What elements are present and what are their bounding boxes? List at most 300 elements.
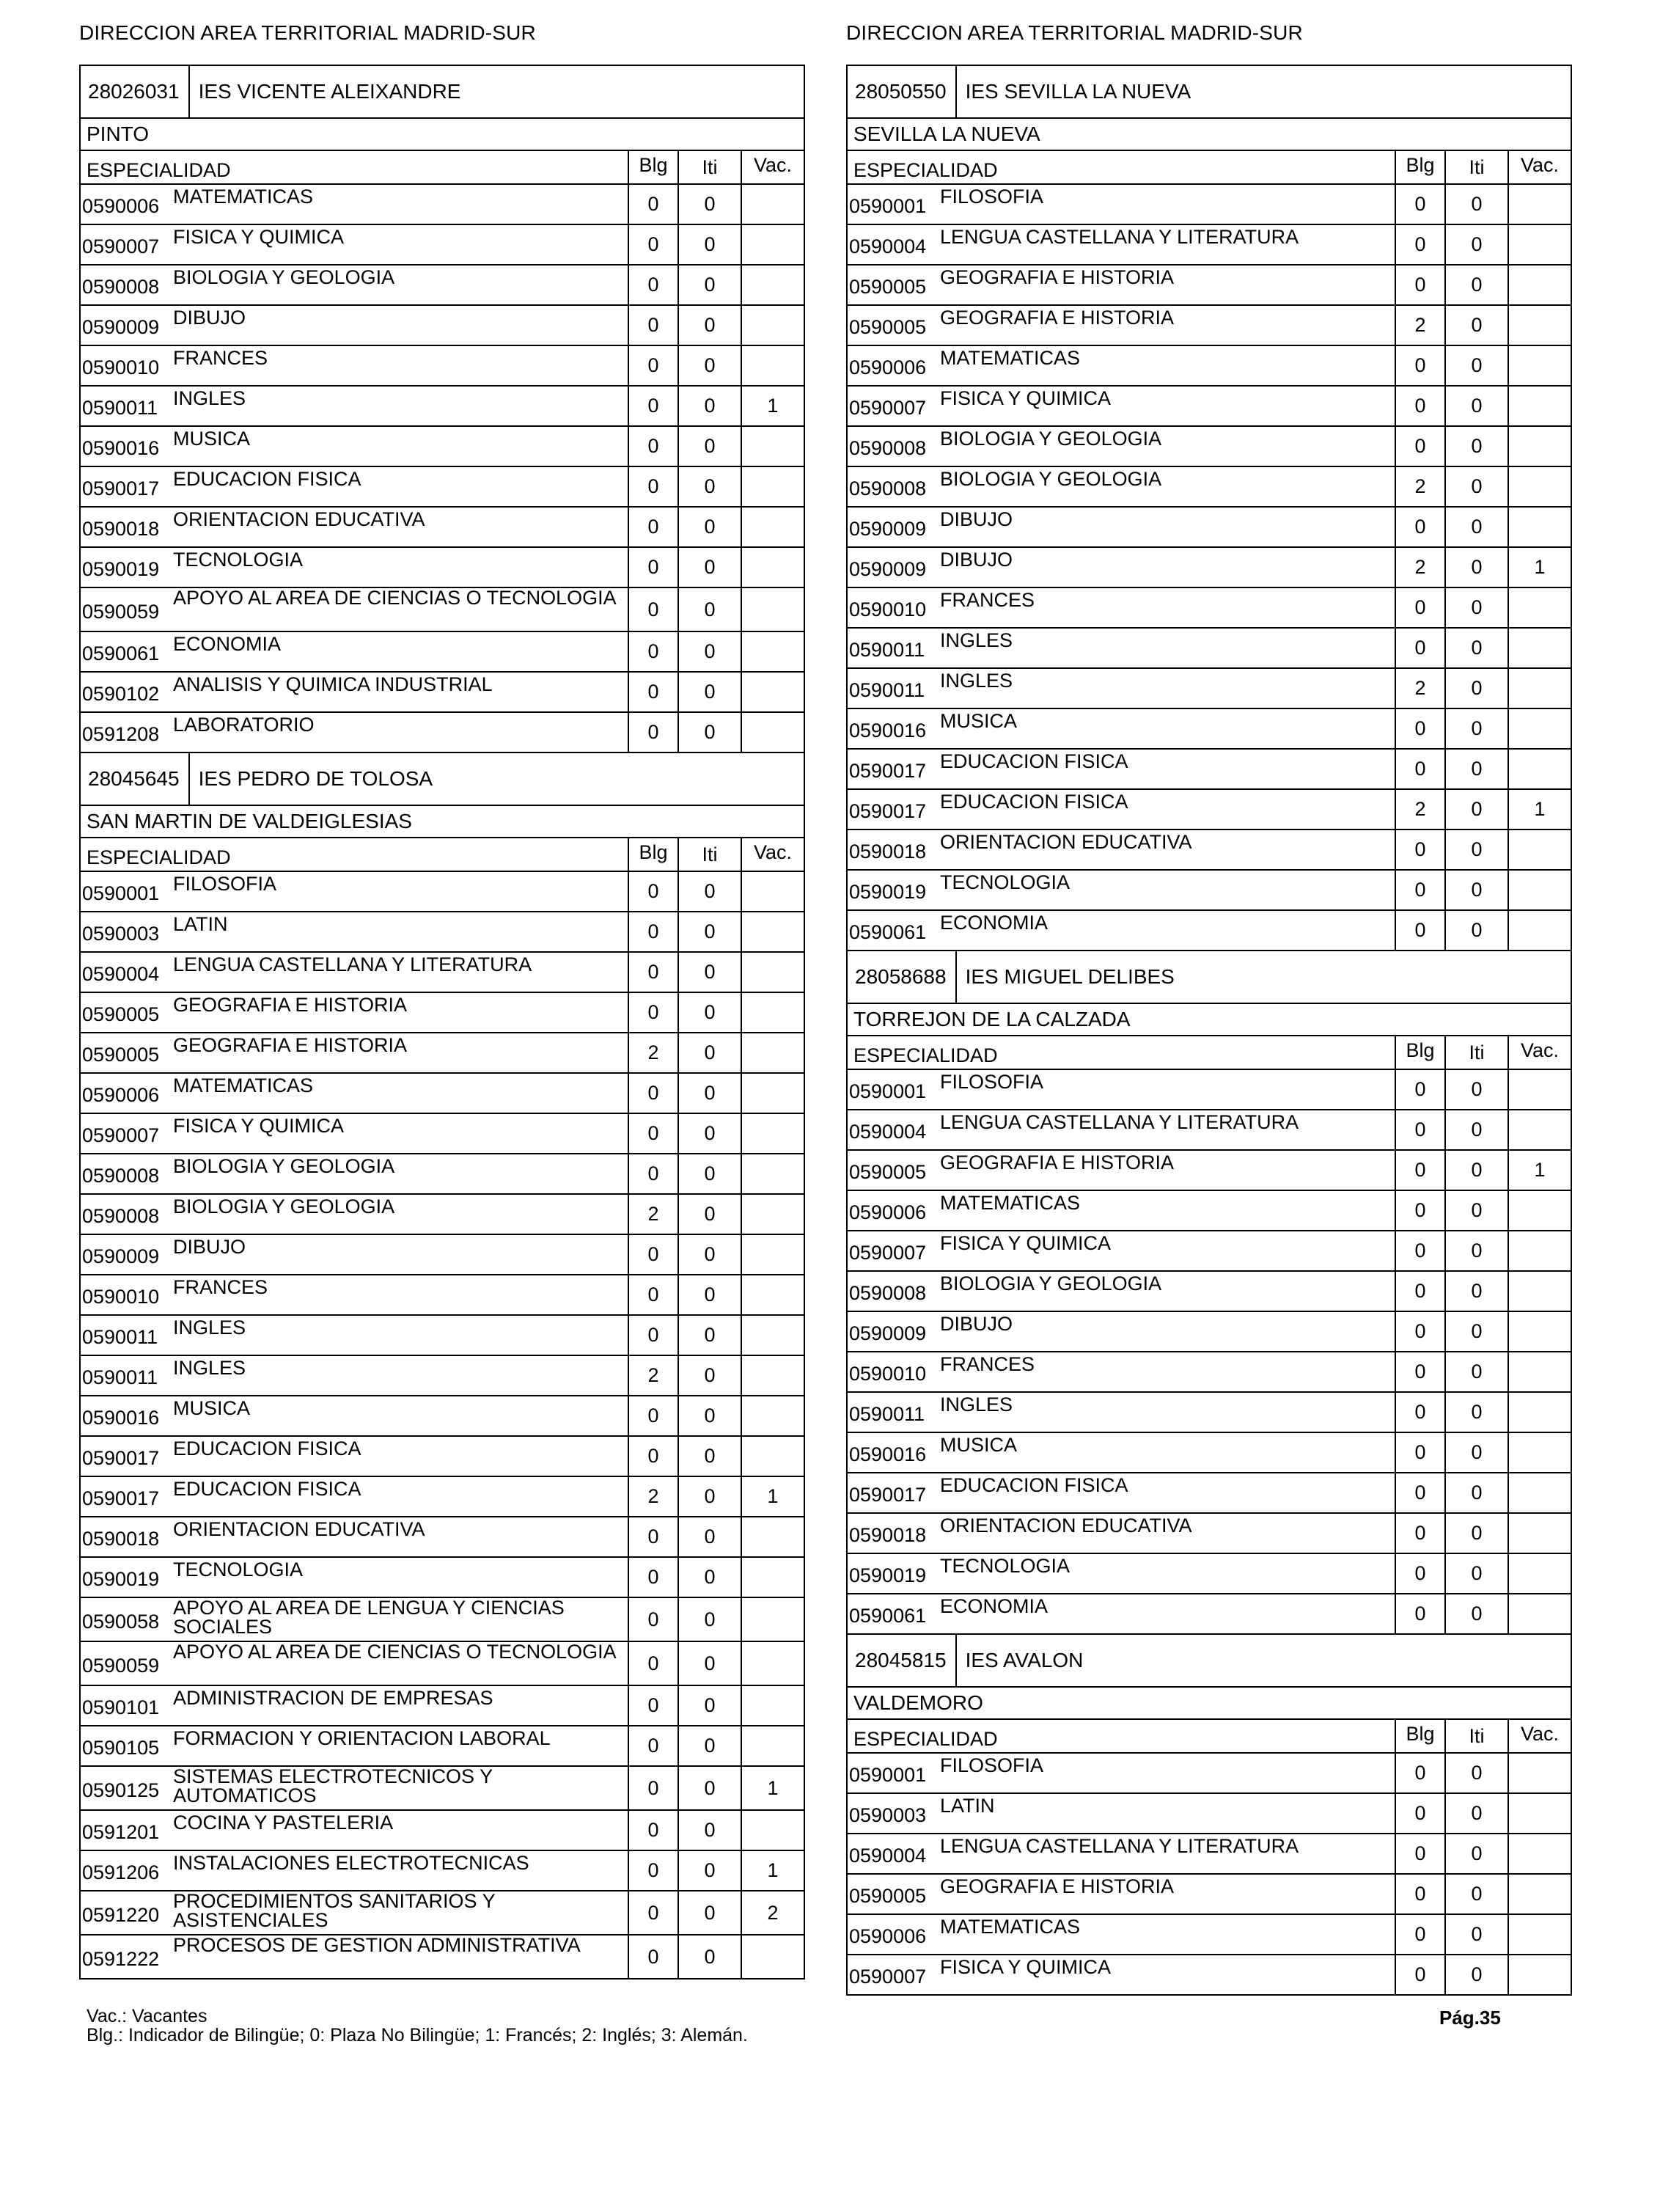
row-iti: 0	[1444, 1231, 1507, 1270]
table-row	[848, 185, 1571, 225]
row-code: 0590017	[849, 1484, 927, 1506]
footer-bilingue: Blg.: Indicador de Bilingüe; 0: Plaza No Bilingüe; 1: Francés; 2: Inglés; 3: Alemán.	[87, 2025, 748, 2046]
row-code: 0590125	[82, 1779, 160, 1801]
row-vac	[1507, 1352, 1571, 1391]
row-blg: 2	[1395, 467, 1444, 506]
row-vac: 1	[1507, 790, 1571, 829]
row-iti: 0	[1444, 1554, 1507, 1593]
row-code: 0590061	[849, 1605, 927, 1627]
row-iti: 0	[1444, 830, 1507, 869]
row-vac	[741, 306, 804, 345]
table-row	[848, 265, 1571, 306]
row-code: 0590006	[849, 356, 927, 378]
row-code: 0590004	[849, 1845, 927, 1867]
row-code: 0590011	[849, 639, 925, 661]
row-code: 0590019	[849, 1564, 927, 1586]
table-row	[848, 669, 1571, 709]
row-vac	[741, 1235, 804, 1274]
row-code: 0590001	[849, 1764, 927, 1786]
table-row	[848, 911, 1571, 950]
row-especialidad: BIOLOGIA Y GEOLOGIA	[173, 266, 395, 288]
table-row	[81, 1195, 804, 1235]
row-especialidad: MUSICA	[940, 1434, 1018, 1456]
school-code: 28026031	[81, 66, 190, 117]
row-vac	[1507, 871, 1571, 909]
row-vac	[741, 548, 804, 587]
row-iti: 0	[677, 1558, 741, 1597]
row-blg: 0	[1395, 588, 1444, 627]
row-iti: 0	[677, 508, 741, 546]
table-row	[848, 1955, 1571, 1994]
table-row	[848, 1915, 1571, 1955]
row-especialidad: INGLES	[940, 629, 1013, 651]
row-especialidad: INGLES	[940, 670, 1013, 692]
row-especialidad: INGLES	[173, 387, 246, 409]
header-vac: Vac.	[1507, 151, 1571, 183]
row-especialidad: GEOGRAFIA E HISTORIA	[940, 1151, 1175, 1173]
table-row	[81, 1891, 804, 1936]
row-iti: 0	[677, 467, 741, 506]
row-especialidad: COCINA Y PASTELERIA	[173, 1812, 394, 1834]
schools-list	[846, 65, 1572, 1996]
row-especialidad: MUSICA	[173, 1397, 251, 1419]
school-town: SAN MARTIN DE VALDEIGLESIAS	[81, 806, 804, 838]
school-table	[846, 1633, 1572, 1996]
row-vac	[1507, 185, 1571, 224]
row-vac	[1507, 1955, 1571, 1994]
row-vac	[1507, 265, 1571, 304]
school-header	[81, 753, 804, 806]
table-row	[81, 1033, 804, 1074]
row-especialidad: MATEMATICAS	[940, 1916, 1081, 1938]
row-code: 0590009	[82, 316, 160, 338]
row-blg: 0	[1395, 1312, 1444, 1351]
row-code: 0590019	[82, 1568, 160, 1590]
row-blg: 0	[1395, 1393, 1444, 1432]
header-iti: Iti	[1444, 151, 1507, 183]
row-vac: 1	[1507, 1151, 1571, 1190]
row-blg: 0	[628, 1851, 677, 1890]
header-vac: Vac.	[1507, 1720, 1571, 1752]
row-blg: 0	[1395, 1794, 1444, 1833]
row-blg: 0	[628, 1642, 677, 1685]
row-especialidad: BIOLOGIA Y GEOLOGIA	[173, 1195, 395, 1217]
table-row	[81, 1726, 804, 1767]
header-vac: Vac.	[741, 838, 804, 871]
row-code: 0590008	[82, 1205, 160, 1227]
table-row	[848, 588, 1571, 629]
row-code: 0590001	[82, 882, 160, 904]
row-vac	[741, 1195, 804, 1234]
row-vac	[1507, 629, 1571, 667]
row-iti: 0	[677, 346, 741, 385]
row-especialidad: GEOGRAFIA E HISTORIA	[173, 1034, 408, 1056]
row-code: 0590005	[849, 1885, 927, 1907]
row-vac	[741, 225, 804, 264]
row-blg: 0	[628, 1767, 677, 1809]
table-row	[81, 427, 804, 467]
row-vac: 1	[741, 387, 804, 425]
row-especialidad: SISTEMAS ELECTROTECNICOS Y AUTOMATICOS	[173, 1765, 493, 1806]
row-iti: 0	[677, 1316, 741, 1355]
row-code: 0590017	[82, 1487, 160, 1509]
row-especialidad: FISICA Y QUIMICA	[173, 1115, 345, 1137]
table-row	[848, 225, 1571, 265]
school-header	[81, 66, 804, 119]
school-header	[848, 951, 1571, 1004]
row-iti: 0	[1444, 548, 1507, 587]
school-code: 28045645	[81, 753, 190, 805]
row-code: 0590059	[82, 1654, 160, 1677]
row-vac	[1507, 1473, 1571, 1512]
table-row	[848, 427, 1571, 467]
row-especialidad: MUSICA	[940, 710, 1018, 732]
row-especialidad: FILOSOFIA	[940, 186, 1044, 208]
header-blg: Blg	[1395, 1720, 1444, 1752]
right-column	[846, 21, 1572, 1996]
row-blg: 0	[1395, 1875, 1444, 1913]
row-especialidad: ORIENTACION EDUCATIVA	[940, 831, 1192, 853]
row-code: 0590005	[849, 1161, 927, 1183]
row-especialidad: FRANCES	[173, 347, 268, 369]
row-vac	[741, 1356, 804, 1395]
row-vac	[741, 993, 804, 1032]
row-code: 0590005	[82, 1003, 160, 1025]
row-blg: 0	[1395, 265, 1444, 304]
row-vac	[1507, 467, 1571, 506]
row-iti: 0	[1444, 709, 1507, 748]
row-code: 0591208	[82, 723, 160, 745]
row-vac	[741, 1316, 804, 1355]
header-iti: Iti	[1444, 1036, 1507, 1069]
row-blg: 2	[628, 1356, 677, 1395]
row-blg: 0	[1395, 1955, 1444, 1994]
row-iti: 0	[1444, 588, 1507, 627]
schools-list	[79, 65, 805, 1980]
row-code: 0590007	[82, 235, 160, 257]
row-iti: 0	[1444, 1473, 1507, 1512]
row-iti: 0	[677, 185, 741, 224]
row-blg: 0	[1395, 508, 1444, 546]
row-iti: 0	[1444, 1915, 1507, 1954]
row-code: 0590016	[849, 1443, 927, 1465]
row-vac	[1507, 1915, 1571, 1954]
table-row	[81, 1114, 804, 1154]
table-row	[81, 306, 804, 346]
row-especialidad: DIBUJO	[940, 1313, 1013, 1335]
footer-legend	[87, 2007, 748, 2045]
row-code: 0591201	[82, 1821, 160, 1843]
row-blg: 0	[628, 1074, 677, 1113]
table-header	[848, 1720, 1571, 1754]
table-row	[81, 387, 804, 427]
row-blg: 0	[1395, 1514, 1444, 1553]
row-especialidad: FISICA Y QUIMICA	[173, 226, 345, 248]
row-blg: 0	[628, 467, 677, 506]
row-especialidad: MATEMATICAS	[940, 347, 1081, 369]
row-blg: 0	[628, 427, 677, 466]
row-iti: 0	[677, 265, 741, 304]
row-code: 0590001	[849, 1080, 927, 1102]
row-iti: 0	[677, 1851, 741, 1890]
row-vac	[741, 467, 804, 506]
row-code: 0590017	[82, 477, 160, 499]
row-blg: 0	[628, 1114, 677, 1153]
table-row	[81, 1437, 804, 1477]
row-vac	[1507, 830, 1571, 869]
row-iti: 0	[677, 1686, 741, 1725]
row-code: 0590018	[82, 518, 160, 540]
row-code: 0590007	[849, 1242, 927, 1264]
row-code: 0590007	[849, 1966, 927, 1988]
row-vac	[1507, 1272, 1571, 1311]
row-especialidad: TECNOLOGIA	[173, 549, 304, 571]
row-iti: 0	[1444, 1433, 1507, 1472]
row-iti: 0	[677, 1642, 741, 1685]
row-vac	[1507, 1875, 1571, 1913]
row-vac	[741, 1074, 804, 1113]
row-iti: 0	[677, 1598, 741, 1641]
row-code: 0590017	[82, 1447, 160, 1469]
table-row	[81, 588, 804, 632]
row-iti: 0	[677, 993, 741, 1032]
row-especialidad: EDUCACION FISICA	[940, 1474, 1128, 1496]
header-especialidad: ESPECIALIDAD	[87, 846, 231, 868]
row-vac	[741, 346, 804, 385]
table-row	[81, 993, 804, 1033]
row-iti: 0	[1444, 871, 1507, 909]
row-vac	[1507, 306, 1571, 345]
header-blg: Blg	[628, 838, 677, 871]
header-vac: Vac.	[1507, 1036, 1571, 1069]
row-code: 0590005	[849, 316, 927, 338]
row-especialidad: PROCESOS DE GESTION ADMINISTRATIVA	[173, 1934, 581, 1956]
row-blg: 0	[628, 1235, 677, 1274]
row-code: 0590008	[849, 477, 927, 499]
row-iti: 0	[677, 1891, 741, 1934]
row-especialidad: DIBUJO	[173, 1236, 246, 1258]
row-especialidad: GEOGRAFIA E HISTORIA	[940, 266, 1175, 288]
row-vac	[741, 912, 804, 951]
row-iti: 0	[1444, 1191, 1507, 1230]
row-vac	[1507, 1070, 1571, 1109]
school-name: IES AVALON	[965, 1649, 1084, 1671]
row-code: 0590018	[82, 1528, 160, 1550]
header-vac: Vac.	[741, 151, 804, 183]
table-row	[848, 1594, 1571, 1633]
row-especialidad: DIBUJO	[173, 307, 246, 329]
row-especialidad: FRANCES	[173, 1276, 268, 1298]
row-especialidad: LENGUA CASTELLANA Y LITERATURA	[940, 226, 1299, 248]
row-code: 0590006	[849, 1925, 927, 1947]
row-especialidad: ORIENTACION EDUCATIVA	[173, 508, 425, 530]
row-blg: 0	[1395, 1191, 1444, 1230]
header-especialidad: ESPECIALIDAD	[853, 1044, 998, 1066]
row-iti: 0	[677, 387, 741, 425]
table-row	[848, 1191, 1571, 1231]
school-code: 28058688	[848, 951, 957, 1003]
row-blg: 0	[628, 1598, 677, 1641]
row-code: 0590016	[849, 719, 927, 741]
row-iti: 0	[677, 713, 741, 752]
table-row	[848, 306, 1571, 346]
row-blg: 0	[1395, 709, 1444, 748]
row-iti: 0	[677, 673, 741, 711]
school-table	[846, 65, 1572, 950]
table-row	[848, 1151, 1571, 1191]
row-iti: 0	[1444, 1393, 1507, 1432]
row-especialidad: GEOGRAFIA E HISTORIA	[173, 994, 408, 1016]
table-row	[81, 1598, 804, 1642]
row-iti: 0	[677, 1477, 741, 1516]
row-code: 0590009	[849, 1322, 927, 1344]
row-code: 0590009	[849, 558, 927, 580]
row-code: 0590003	[82, 923, 160, 945]
row-vac	[741, 1642, 804, 1685]
row-blg: 0	[628, 1517, 677, 1556]
row-vac	[1507, 1594, 1571, 1633]
row-code: 0590018	[849, 841, 927, 863]
row-blg: 2	[628, 1033, 677, 1072]
row-code: 0590001	[849, 195, 927, 217]
direction-title: DIRECCION AREA TERRITORIAL MADRID-SUR	[79, 21, 536, 44]
row-iti: 0	[677, 548, 741, 587]
table-row	[81, 1235, 804, 1275]
row-iti: 0	[1444, 185, 1507, 224]
direction-title: DIRECCION AREA TERRITORIAL MADRID-SUR	[846, 21, 1303, 44]
table-row	[848, 709, 1571, 750]
header-iti: Iti	[677, 838, 741, 871]
row-iti: 0	[1444, 1875, 1507, 1913]
row-code: 0590009	[82, 1245, 160, 1267]
row-especialidad: FISICA Y QUIMICA	[940, 387, 1112, 409]
table-row	[848, 1514, 1571, 1554]
row-code: 0590003	[849, 1804, 927, 1826]
row-especialidad: FISICA Y QUIMICA	[940, 1232, 1112, 1254]
row-vac	[1507, 387, 1571, 425]
row-code: 0590010	[849, 598, 927, 620]
row-blg: 0	[628, 1154, 677, 1193]
row-blg: 0	[628, 1811, 677, 1850]
row-blg: 0	[628, 387, 677, 425]
row-vac	[741, 1558, 804, 1597]
row-code: 0590059	[82, 600, 160, 623]
row-especialidad: ORIENTACION EDUCATIVA	[173, 1518, 425, 1540]
table-row	[81, 1851, 804, 1891]
row-vac	[1507, 1834, 1571, 1873]
row-vac	[1507, 750, 1571, 788]
row-vac	[1507, 1191, 1571, 1230]
table-row	[81, 872, 804, 912]
row-especialidad: GEOGRAFIA E HISTORIA	[940, 307, 1175, 329]
row-especialidad: FRANCES	[940, 589, 1035, 611]
row-vac	[741, 713, 804, 752]
row-vac	[741, 1726, 804, 1765]
row-especialidad: EDUCACION FISICA	[940, 791, 1128, 813]
row-especialidad: ECONOMIA	[940, 1595, 1048, 1617]
row-vac	[741, 872, 804, 911]
school-town: TORREJON DE LA CALZADA	[848, 1004, 1571, 1036]
row-blg: 2	[628, 1195, 677, 1234]
row-especialidad: MATEMATICAS	[940, 1192, 1081, 1214]
row-iti: 0	[677, 1437, 741, 1476]
row-blg: 0	[628, 953, 677, 992]
row-iti: 0	[1444, 1794, 1507, 1833]
table-row	[81, 185, 804, 225]
school-table	[846, 950, 1572, 1633]
row-blg: 0	[1395, 871, 1444, 909]
row-code: 0590005	[849, 276, 927, 298]
school-name: IES VICENTE ALEIXANDRE	[198, 80, 461, 103]
row-vac: 2	[741, 1891, 804, 1934]
table-row	[848, 830, 1571, 871]
row-especialidad: EDUCACION FISICA	[173, 1438, 361, 1460]
row-blg: 2	[1395, 306, 1444, 345]
row-blg: 0	[1395, 1272, 1444, 1311]
row-vac	[741, 588, 804, 631]
header-blg: Blg	[628, 151, 677, 183]
row-vac	[1507, 709, 1571, 748]
row-blg: 0	[628, 713, 677, 752]
row-iti: 0	[677, 427, 741, 466]
row-iti: 0	[677, 872, 741, 911]
table-row	[848, 1433, 1571, 1473]
row-vac	[1507, 1393, 1571, 1432]
row-code: 0590019	[82, 558, 160, 580]
row-code: 0590011	[82, 397, 158, 419]
row-code: 0590016	[82, 1407, 160, 1429]
row-code: 0590061	[82, 642, 160, 664]
row-especialidad: GEOGRAFIA E HISTORIA	[940, 1875, 1175, 1897]
row-iti: 0	[1444, 1594, 1507, 1633]
row-blg: 0	[628, 872, 677, 911]
table-row	[81, 1154, 804, 1195]
row-code: 0590006	[82, 1084, 160, 1106]
row-vac	[741, 1811, 804, 1850]
table-header	[81, 151, 804, 185]
table-row	[848, 1834, 1571, 1875]
row-blg: 0	[1395, 1834, 1444, 1873]
row-especialidad: PROCEDIMIENTOS SANITARIOS Y ASISTENCIALES	[173, 1890, 496, 1931]
row-especialidad: MATEMATICAS	[173, 186, 314, 208]
row-especialidad: ORIENTACION EDUCATIVA	[940, 1515, 1192, 1537]
table-row	[81, 265, 804, 306]
row-blg: 0	[1395, 1110, 1444, 1149]
row-especialidad: TECNOLOGIA	[940, 871, 1070, 893]
row-vac	[741, 632, 804, 671]
row-vac: 1	[741, 1851, 804, 1890]
row-iti: 0	[677, 1767, 741, 1809]
header-especialidad: ESPECIALIDAD	[853, 159, 998, 181]
row-code: 0590018	[849, 1524, 927, 1546]
row-code: 0590102	[82, 683, 160, 705]
row-blg: 0	[1395, 427, 1444, 466]
row-especialidad: APOYO AL AREA DE LENGUA Y CIENCIAS SOCIALES	[173, 1597, 565, 1638]
row-iti: 0	[677, 1235, 741, 1274]
row-code: 0590010	[849, 1363, 927, 1385]
row-vac	[1507, 1110, 1571, 1149]
row-blg: 0	[628, 993, 677, 1032]
table-row	[81, 1356, 804, 1396]
row-iti: 0	[1444, 467, 1507, 506]
row-blg: 0	[1395, 1070, 1444, 1109]
row-vac	[741, 265, 804, 304]
row-vac	[1507, 1754, 1571, 1792]
table-row	[81, 548, 804, 588]
row-iti: 0	[1444, 1272, 1507, 1311]
row-code: 0591206	[82, 1861, 160, 1883]
row-vac	[741, 1033, 804, 1072]
